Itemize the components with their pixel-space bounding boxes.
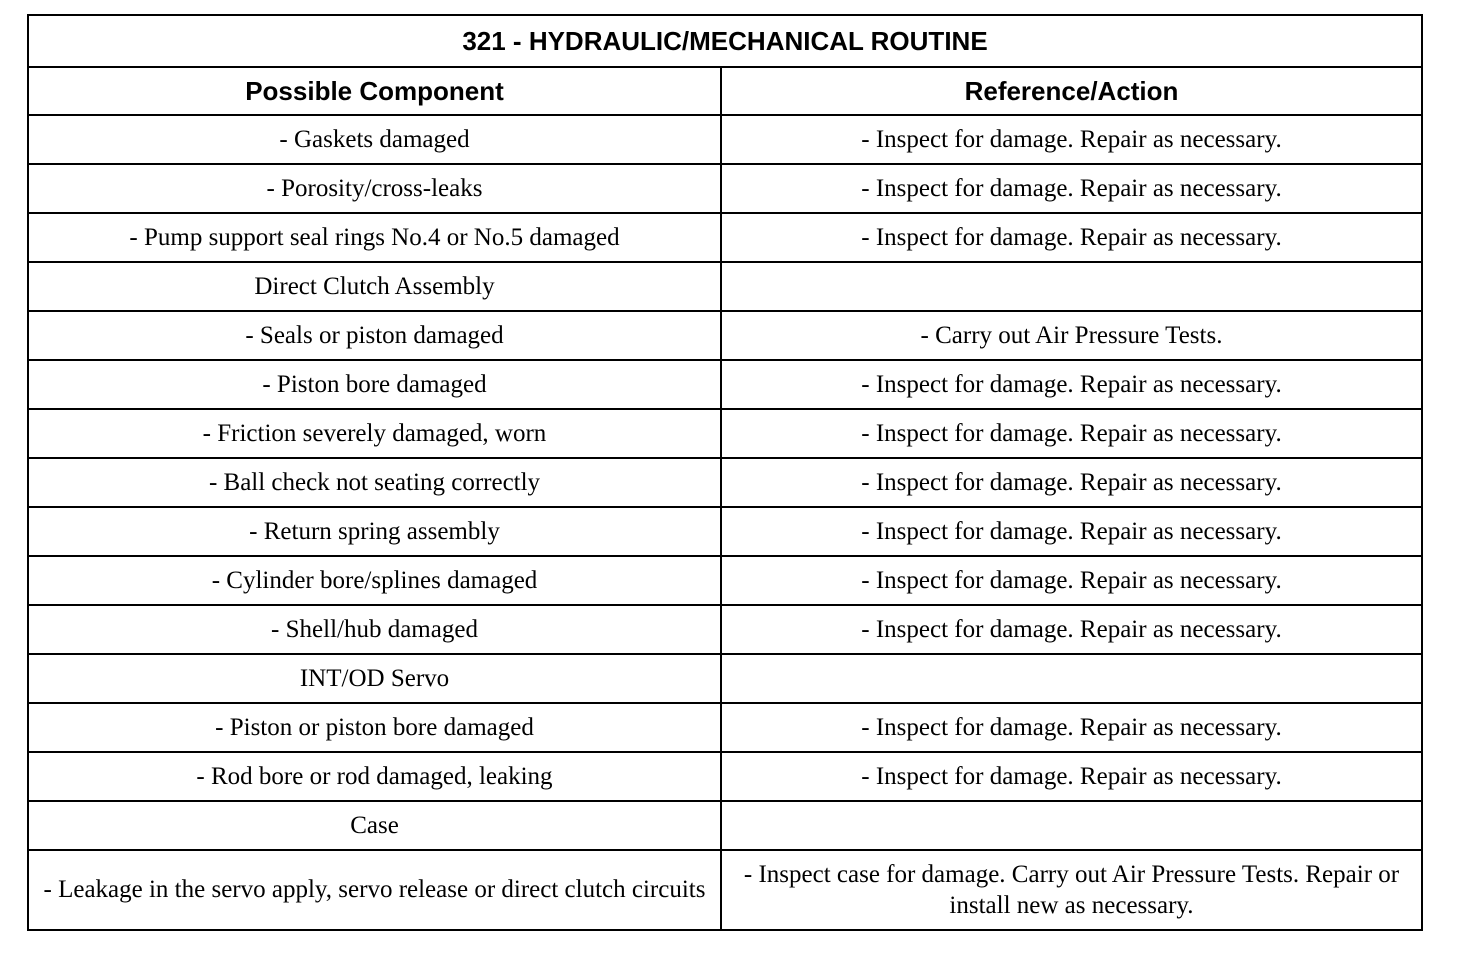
component-cell: - Seals or piston damaged bbox=[28, 311, 721, 360]
table-row bbox=[28, 164, 1422, 213]
component-cell: Direct Clutch Assembly bbox=[28, 262, 721, 311]
table-row bbox=[28, 507, 1422, 556]
action-cell: - Inspect for damage. Repair as necessary. bbox=[721, 752, 1422, 801]
table-row bbox=[28, 262, 1422, 311]
component-cell: - Pump support seal rings No.4 or No.5 damaged bbox=[28, 213, 721, 262]
component-cell: - Shell/hub damaged bbox=[28, 605, 721, 654]
component-cell: - Piston or piston bore damaged bbox=[28, 703, 721, 752]
table-row bbox=[28, 409, 1422, 458]
column-header-component: Possible Component bbox=[28, 67, 721, 115]
action-cell: - Inspect case for damage. Carry out Air Pressure Tests. Repair or install new as necessary. bbox=[721, 850, 1422, 930]
component-cell: INT/OD Servo bbox=[28, 654, 721, 703]
header-row bbox=[28, 67, 1422, 115]
table-row bbox=[28, 850, 1422, 930]
component-cell: - Ball check not seating correctly bbox=[28, 458, 721, 507]
table-row bbox=[28, 801, 1422, 850]
action-cell bbox=[721, 801, 1422, 850]
action-cell: - Inspect for damage. Repair as necessary. bbox=[721, 409, 1422, 458]
table-row bbox=[28, 213, 1422, 262]
component-cell: - Friction severely damaged, worn bbox=[28, 409, 721, 458]
component-cell: - Gaskets damaged bbox=[28, 115, 721, 164]
action-cell: - Inspect for damage. Repair as necessary. bbox=[721, 213, 1422, 262]
table-row bbox=[28, 752, 1422, 801]
action-cell: - Inspect for damage. Repair as necessary. bbox=[721, 703, 1422, 752]
title-row bbox=[28, 15, 1422, 67]
table-row bbox=[28, 605, 1422, 654]
action-cell: - Inspect for damage. Repair as necessary. bbox=[721, 115, 1422, 164]
component-cell: - Return spring assembly bbox=[28, 507, 721, 556]
action-cell bbox=[721, 262, 1422, 311]
action-cell bbox=[721, 654, 1422, 703]
component-cell: - Piston bore damaged bbox=[28, 360, 721, 409]
action-cell: - Carry out Air Pressure Tests. bbox=[721, 311, 1422, 360]
table-title: 321 - HYDRAULIC/MECHANICAL ROUTINE bbox=[28, 15, 1422, 67]
column-header-action: Reference/Action bbox=[721, 67, 1422, 115]
action-cell: - Inspect for damage. Repair as necessary. bbox=[721, 507, 1422, 556]
table-row bbox=[28, 115, 1422, 164]
table-row bbox=[28, 458, 1422, 507]
action-cell: - Inspect for damage. Repair as necessary. bbox=[721, 164, 1422, 213]
action-cell: - Inspect for damage. Repair as necessary. bbox=[721, 458, 1422, 507]
table-row bbox=[28, 654, 1422, 703]
table-row bbox=[28, 360, 1422, 409]
component-cell: - Porosity/cross-leaks bbox=[28, 164, 721, 213]
table-row bbox=[28, 556, 1422, 605]
component-cell: - Cylinder bore/splines damaged bbox=[28, 556, 721, 605]
action-cell: - Inspect for damage. Repair as necessary. bbox=[721, 360, 1422, 409]
component-cell: - Leakage in the servo apply, servo release or direct clutch circuits bbox=[28, 850, 721, 930]
routine-table bbox=[27, 14, 1423, 931]
component-cell: Case bbox=[28, 801, 721, 850]
table-row bbox=[28, 703, 1422, 752]
action-cell: - Inspect for damage. Repair as necessary. bbox=[721, 556, 1422, 605]
table-row bbox=[28, 311, 1422, 360]
action-cell: - Inspect for damage. Repair as necessary. bbox=[721, 605, 1422, 654]
component-cell: - Rod bore or rod damaged, leaking bbox=[28, 752, 721, 801]
